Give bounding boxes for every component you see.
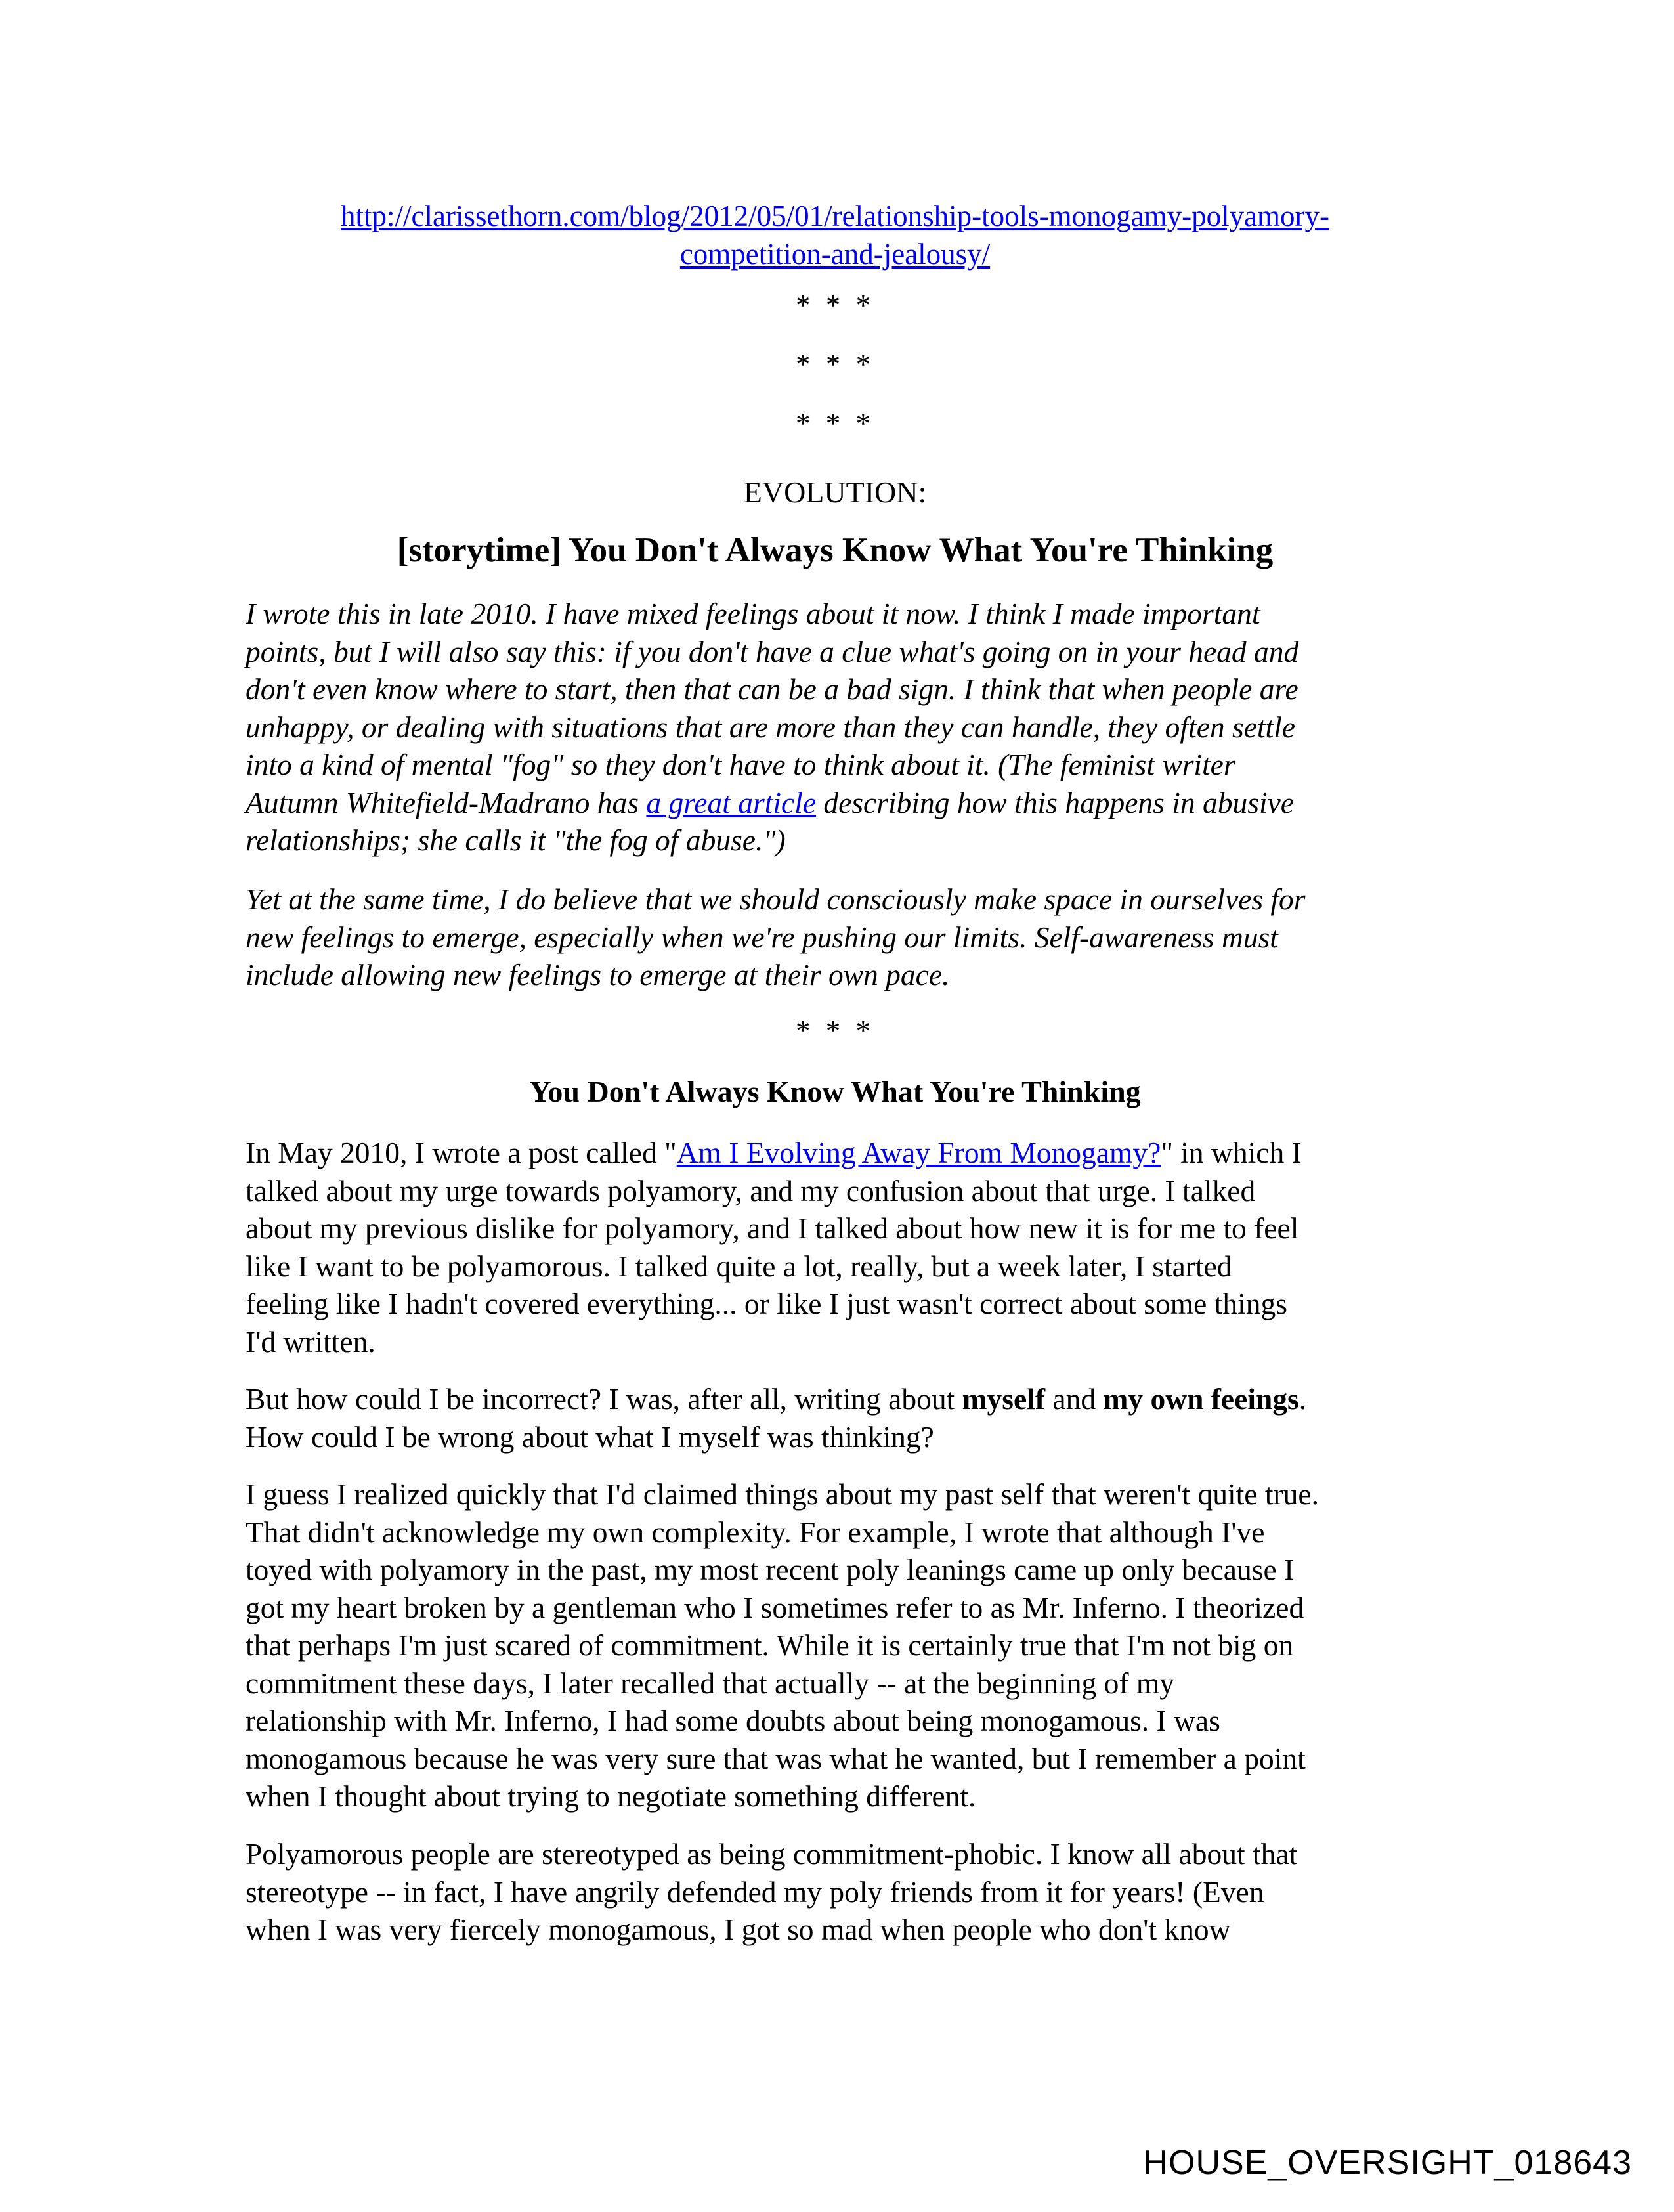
- source-url-line-1[interactable]: http://clarissethorn.com/blog/2012/05/01/relationship-tools-monogamy-polyamory-: [340, 200, 1330, 232]
- article-title: You Don't Always Know What You're Thinking: [529, 1075, 1141, 1108]
- text-line: feeling like I hadn't covered everything... or like I just wasn't correct about some things: [246, 1287, 1287, 1320]
- body-paragraph-1: [246, 1134, 1427, 1360]
- text-line: like I want to be polyamorous. I talked quite a lot, really, but a week later, I started: [246, 1249, 1232, 1283]
- text-line: talked about my urge towards polyamory, and my confusion about that urge. I talked: [246, 1173, 1256, 1207]
- source-url-line-2[interactable]: competition-and-jealousy/: [679, 238, 991, 271]
- text-line: when I was very fiercely monogamous, I got so mad when people who don't know: [246, 1913, 1231, 1946]
- text-line: stereotype -- in fact, I have angrily defended my poly friends from it for years! (Even: [246, 1875, 1264, 1909]
- great-article-link[interactable]: a great article: [646, 785, 817, 819]
- separator-4: * * *: [796, 1014, 874, 1047]
- text-line: points, but I will also say this: if you don't have a clue what's going on in your head and: [246, 634, 1299, 668]
- separator-1: * * *: [796, 289, 874, 322]
- separator-3: * * *: [796, 407, 874, 440]
- text-line: Autumn Whitefield-Madrano has a great article describing how this happens in abusive: [246, 785, 1294, 819]
- text-line: new feelings to emerge, especially when we're pushing our limits. Self-awareness must: [246, 920, 1278, 954]
- body-paragraph-3: [246, 1475, 1427, 1815]
- text-line: when I thought about trying to negotiate something different.: [246, 1779, 976, 1813]
- text-line: got my heart broken by a gentleman who I sometimes refer to as Mr. Inferno. I theorized: [246, 1590, 1304, 1624]
- text-line: relationship with Mr. Inferno, I had some doubts about being monogamous. I was: [246, 1704, 1220, 1737]
- body-paragraph-4: [246, 1835, 1427, 1949]
- intro-paragraph-1: [246, 595, 1427, 859]
- text-line: toyed with polyamory in the past, my most recent poly leanings came up only because I: [246, 1553, 1295, 1586]
- text-line: Polyamorous people are stereotyped as being commitment-phobic. I know all about that: [246, 1837, 1298, 1871]
- text-line: I wrote this in late 2010. I have mixed feelings about it now. I think I made important: [246, 597, 1260, 630]
- text-line: into a kind of mental "fog" so they don't have to think about it. (The feminist writer: [246, 748, 1235, 781]
- body-paragraph-2: [246, 1380, 1427, 1456]
- text-line: relationships; she calls it "the fog of abuse."): [246, 823, 786, 857]
- main-title: [storytime] You Don't Always Know What You're Thinking: [397, 531, 1274, 569]
- text-line: In May 2010, I wrote a post called "Am I Evolving Away From Monogamy?" in which I: [246, 1136, 1302, 1169]
- source-url-link[interactable]: [246, 197, 1425, 273]
- text-line: about my previous dislike for polyamory, and I talked about how new it is for me to feel: [246, 1211, 1299, 1245]
- text-line: How could I be wrong about what I myself was thinking?: [246, 1420, 934, 1454]
- text-line: don't even know where to start, then that can be a bad sign. I think that when people are: [246, 672, 1298, 706]
- text-line: I'd written.: [246, 1324, 376, 1358]
- text-line: I guess I realized quickly that I'd claimed things about my past self that weren't quite true.: [246, 1477, 1319, 1511]
- text-line: commitment these days, I later recalled that actually -- at the beginning of my: [246, 1666, 1175, 1700]
- text-line: unhappy, or dealing with situations that are more than they can handle, they often settle: [246, 710, 1296, 744]
- text-line: But how could I be incorrect? I was, after all, writing about myself and my own feeings.: [246, 1382, 1307, 1416]
- text-line: That didn't acknowledge my own complexity. For example, I wrote that although I've: [246, 1515, 1265, 1549]
- separator-2: * * *: [796, 348, 874, 381]
- evolution-label: EVOLUTION:: [743, 475, 927, 509]
- text-line: Yet at the same time, I do believe that we should consciously make space in ourselves for: [246, 882, 1306, 916]
- text-line: include allowing new feelings to emerge at their own pace.: [246, 958, 950, 991]
- evolving-away-link[interactable]: Am I Evolving Away From Monogamy?: [676, 1136, 1161, 1169]
- intro-paragraph-2: [246, 880, 1427, 994]
- text-line: monogamous because he was very sure that was what he wanted, but I remember a point: [246, 1741, 1306, 1775]
- bates-stamp: HOUSE_OVERSIGHT_018643: [1143, 2144, 1632, 2182]
- text-line: that perhaps I'm just scared of commitment. While it is certainly true that I'm not big on: [246, 1628, 1294, 1662]
